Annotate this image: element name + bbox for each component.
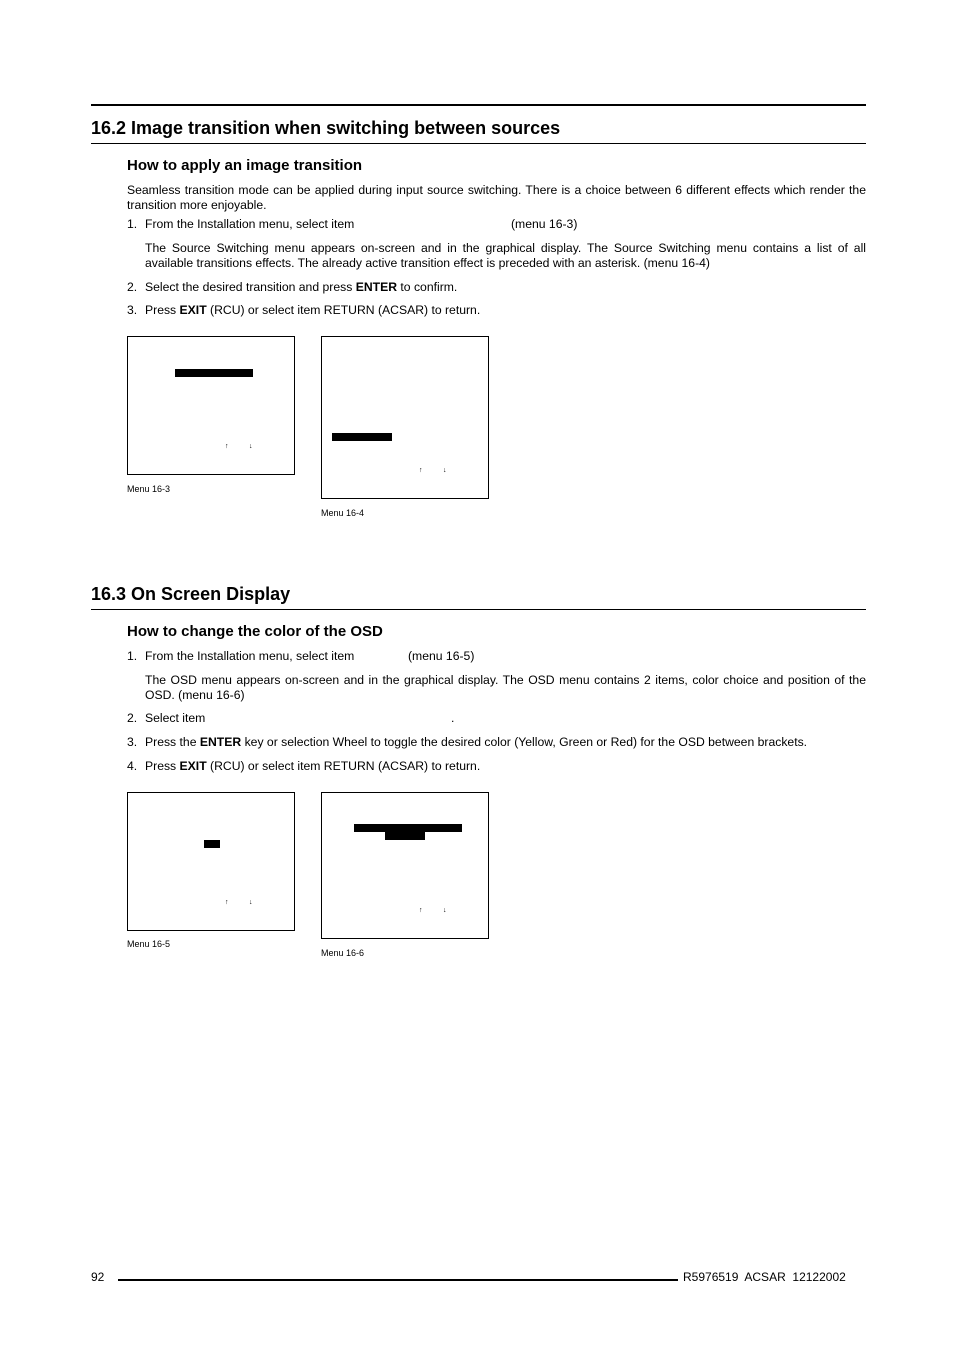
step-number: 2.: [127, 280, 138, 294]
section-heading-16-3: 16.3 On Screen Display: [91, 584, 291, 604]
step-number: 3.: [127, 303, 138, 317]
step-4: [127, 759, 480, 774]
menu-16-3-caption: Menu 16-3: [127, 484, 171, 494]
key-exit: EXIT: [179, 759, 207, 773]
step-text: (RCU) or select item RETURN (ACSAR) to return.: [206, 759, 481, 773]
step-3: [127, 735, 807, 750]
step-1-ref: (menu 16-5): [408, 649, 475, 663]
menu-16-6-caption: Menu 16-6: [321, 948, 365, 958]
down-arrow-icon: ↓: [443, 467, 447, 474]
step-number: 2.: [127, 711, 138, 725]
step-1: [127, 217, 354, 232]
step-1-detail: The Source Switching menu appears on-screen and in the graphical display. The Source Switching menu contains a list of all available transitions effects. The already active transition effect is preceded with an asterisk. (menu 16-4): [145, 241, 866, 270]
section-heading-16-2: 16.2 Image transition when switching between sources: [91, 118, 561, 138]
menu-highlight-bar: [175, 369, 253, 377]
menu-16-5-caption: Menu 16-5: [127, 939, 171, 949]
subheading-change-osd-color: How to change the color of the OSD: [127, 623, 383, 640]
step-number: 1.: [127, 649, 138, 663]
step-text: Select item: [145, 711, 206, 725]
intro-paragraph: Seamless transition mode can be applied during input source switching. There is a choice between 6 different effects which render the transition more enjoyable.: [127, 183, 866, 212]
menu-16-5-screen: [127, 792, 295, 931]
section-heading-underline: [91, 609, 866, 610]
step-text: Press: [145, 759, 180, 773]
step-2: [127, 711, 205, 726]
menu-16-4-screen: [321, 336, 489, 499]
document-reference: R5976519 ACSAR 12122002: [683, 1270, 846, 1284]
step-number: 4.: [127, 759, 138, 773]
step-number: 3.: [127, 735, 138, 749]
section-heading-underline: [91, 143, 866, 144]
key-enter: ENTER: [199, 735, 242, 749]
up-arrow-icon: ↑: [225, 899, 229, 906]
step-number: 1.: [127, 217, 138, 231]
step-text: to confirm.: [397, 280, 458, 294]
step-1-ref: (menu 16-3): [511, 217, 578, 231]
step-3: [127, 303, 480, 318]
menu-16-4-caption: Menu 16-4: [321, 508, 365, 518]
menu-16-6-screen: [321, 792, 489, 939]
page-number: 92: [91, 1270, 105, 1284]
step-text: key or selection Wheel to toggle the desired color (Yellow, Green or Red) for the OSD between brackets.: [241, 735, 808, 749]
menu-highlight-bar: [204, 840, 220, 848]
down-arrow-icon: ↓: [443, 907, 447, 914]
down-arrow-icon: ↓: [249, 899, 253, 906]
footer-rule: [118, 1279, 678, 1281]
menu-title-bar: [354, 824, 462, 832]
up-arrow-icon: ↑: [419, 907, 423, 914]
menu-highlight-bar: [332, 433, 392, 441]
subheading-apply-transition: How to apply an image transition: [127, 157, 363, 174]
step-text: (RCU) or select item RETURN (ACSAR) to return.: [206, 303, 481, 317]
menu-highlight-bar: [385, 832, 425, 840]
up-arrow-icon: ↑: [419, 467, 423, 474]
step-1: [127, 649, 354, 664]
section-top-rule: [91, 104, 866, 106]
key-exit: EXIT: [179, 303, 207, 317]
step-text: Select the desired transition and press: [145, 280, 356, 294]
key-enter: ENTER: [355, 280, 398, 294]
step-2-end: .: [451, 711, 455, 725]
menu-16-3-screen: [127, 336, 295, 475]
step-text: Press: [145, 303, 180, 317]
step-2: [127, 280, 457, 295]
step-text: From the Installation menu, select item: [145, 217, 355, 231]
up-arrow-icon: ↑: [225, 443, 229, 450]
step-text: Press the: [145, 735, 200, 749]
step-text: From the Installation menu, select item: [145, 649, 355, 663]
down-arrow-icon: ↓: [249, 443, 253, 450]
step-1-detail: The OSD menu appears on-screen and in the graphical display. The OSD menu contains 2 items, color choice and position of the OSD. (menu 16-6): [145, 673, 866, 702]
